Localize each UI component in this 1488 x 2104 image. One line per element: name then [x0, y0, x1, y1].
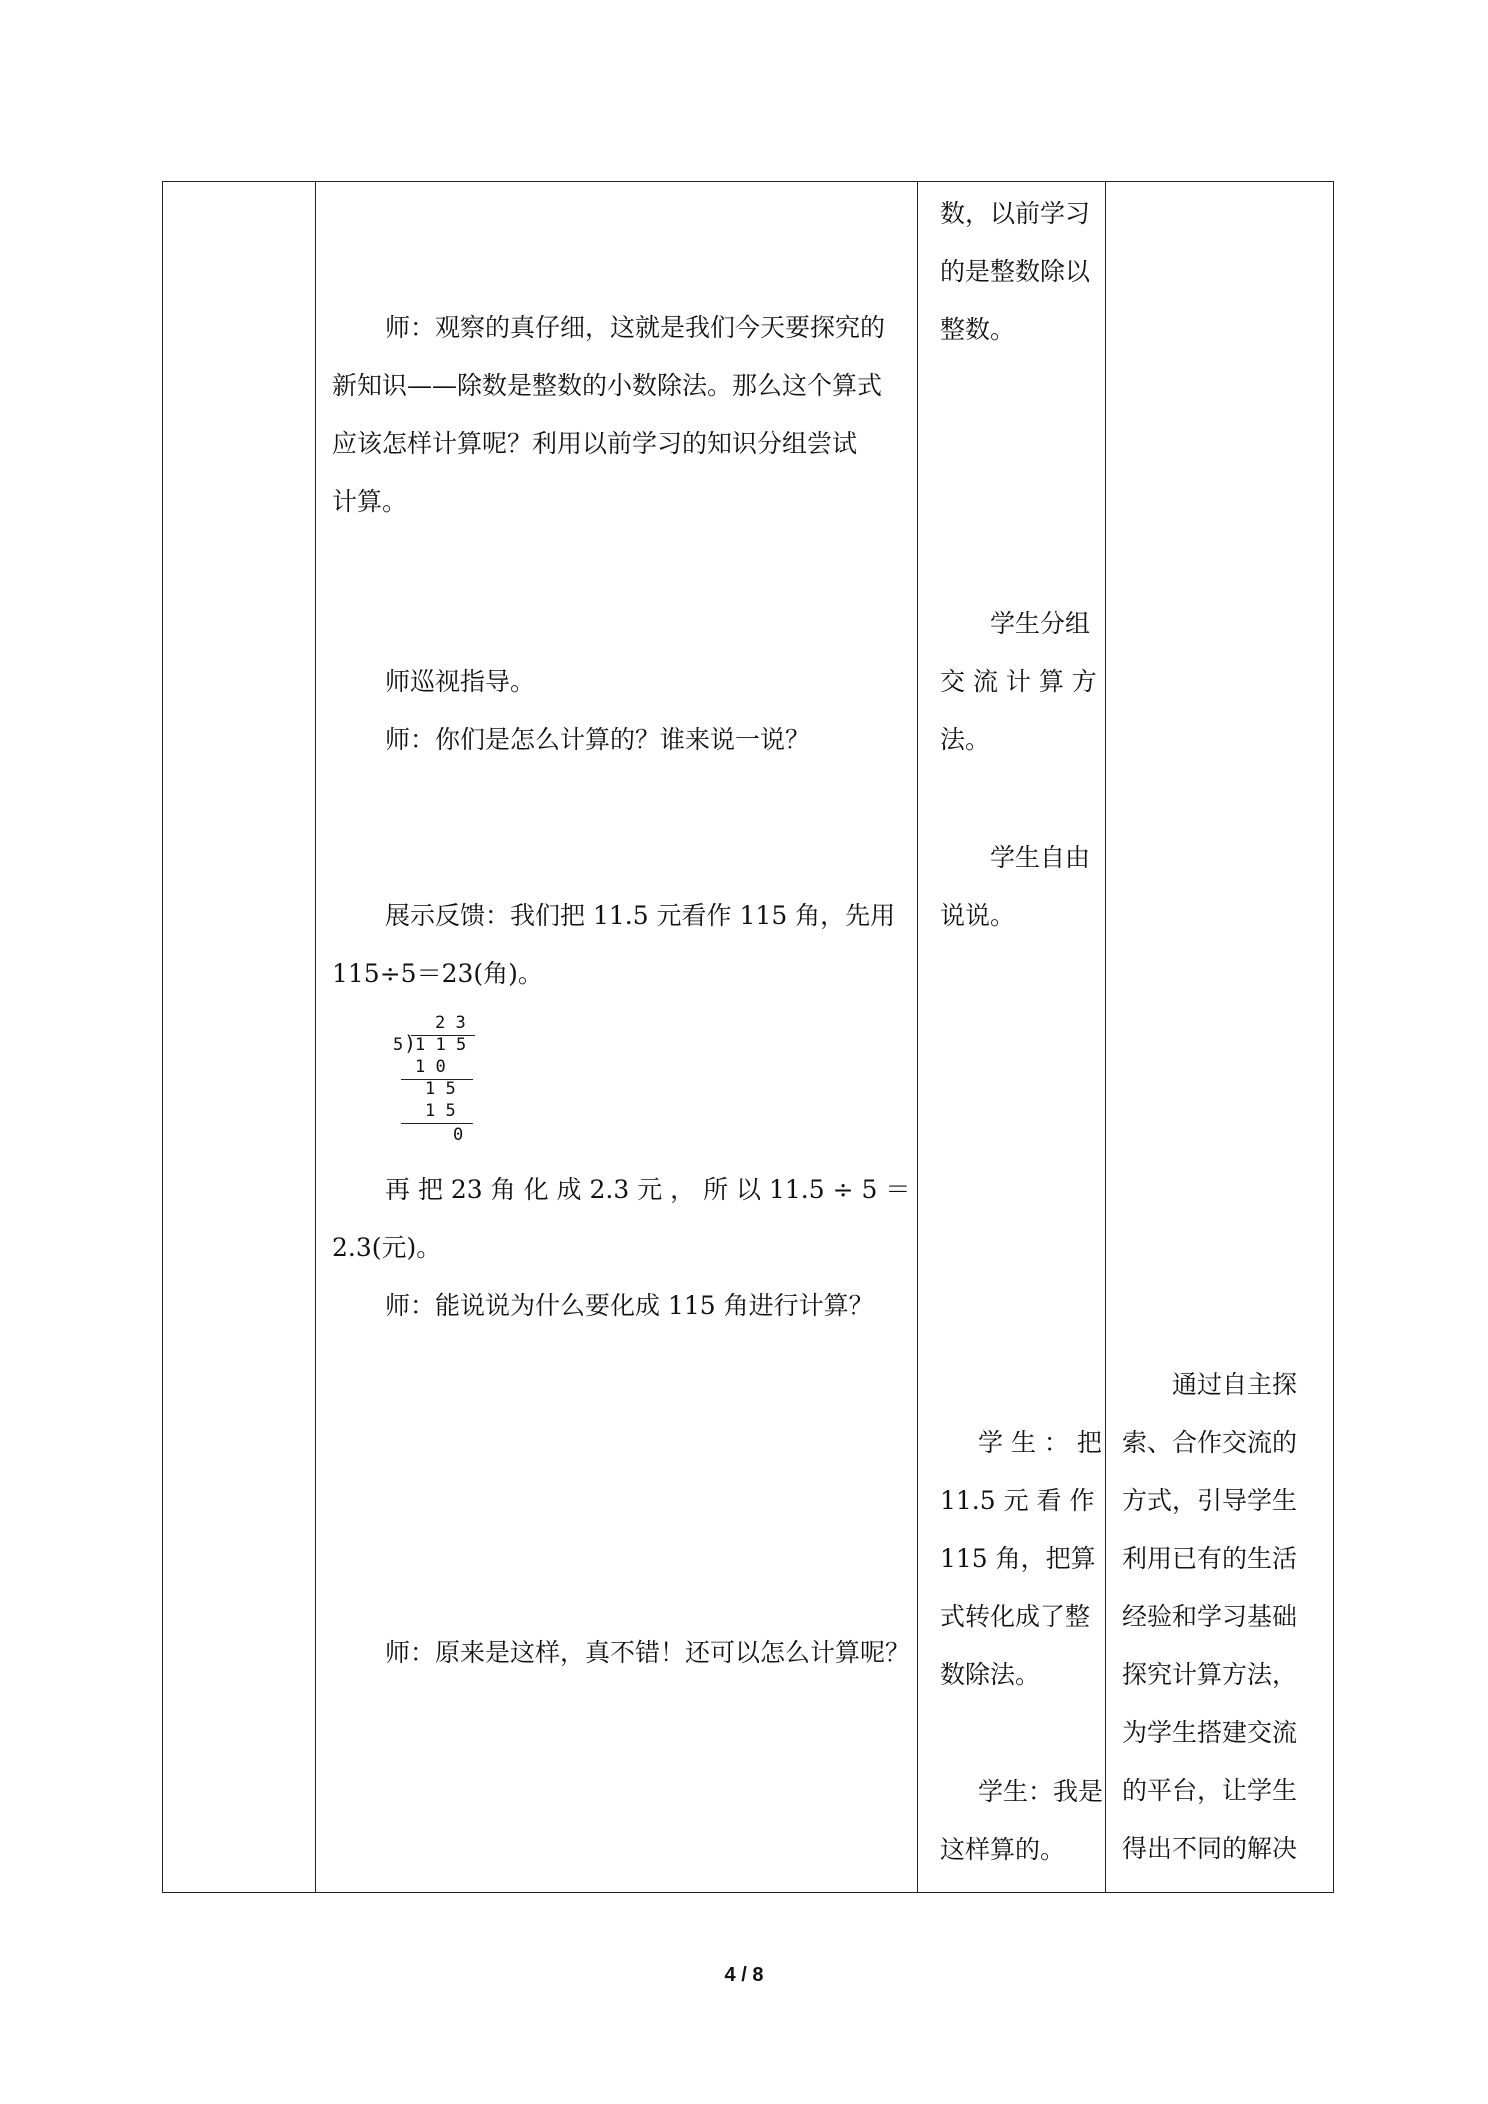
student-line: 学生：我是: [978, 1777, 1104, 1806]
intent-line: 的平台，让学生: [1122, 1776, 1298, 1805]
student-line: 整数。: [940, 315, 1016, 344]
intent-line: 探究计算方法，: [1122, 1660, 1298, 1689]
student-line: 数除法。: [940, 1660, 1041, 1689]
teacher-line: 师：你们是怎么计算的？谁来说一说？: [385, 725, 811, 754]
page-number: 4 / 8: [724, 1964, 764, 1986]
teacher-line: 师：原来是这样，真不错！还可以怎么计算呢？: [385, 1638, 911, 1667]
column-divider: [1105, 182, 1106, 1892]
student-line: 法。: [940, 725, 991, 754]
intent-line: 索、合作交流的: [1122, 1428, 1298, 1457]
intent-line: 经验和学习基础: [1122, 1602, 1298, 1631]
division-quotient: 2 3: [435, 1013, 466, 1033]
teacher-line: 师巡视指导。: [385, 667, 536, 696]
student-line: 的是整数除以: [940, 257, 1091, 286]
student-line: 学生分组: [990, 609, 1091, 638]
intent-line: 得出不同的解决: [1122, 1834, 1298, 1863]
intent-line: 方式，引导学生: [1122, 1486, 1298, 1515]
division-dividend: 1 1 5: [415, 1035, 467, 1055]
division-step: 1 5: [425, 1079, 456, 1099]
teacher-line: 新知识——除数是整数的小数除法。那么这个算式: [332, 371, 883, 400]
division-step: 1 0: [415, 1057, 446, 1077]
teacher-line: 2.3(元)。: [332, 1233, 442, 1262]
student-line: 数，以前学习: [940, 199, 1091, 228]
division-divisor: 5: [393, 1035, 404, 1055]
teacher-line: 师：观察的真仔细，这就是我们今天要探究的: [385, 313, 886, 342]
intent-line: 利用已有的生活: [1122, 1544, 1298, 1573]
division-line: [401, 1123, 473, 1124]
division-bracket-icon: ): [404, 1031, 417, 1055]
division-remainder: 0: [453, 1125, 464, 1145]
intent-line: 为学生搭建交流: [1122, 1718, 1298, 1747]
intent-line: 通过自主探: [1172, 1370, 1298, 1399]
division-step: 1 5: [425, 1101, 456, 1121]
student-line: 式转化成了整: [940, 1602, 1091, 1631]
student-line: 交 流 计 算 方: [940, 667, 1097, 696]
teacher-line: 展示反馈：我们把 11.5 元看作 115 角，先用: [385, 901, 896, 930]
teacher-line: 师：能说说为什么要化成 115 角进行计算？: [385, 1291, 874, 1320]
column-divider: [917, 182, 918, 1892]
teacher-line: 计算。: [332, 487, 408, 516]
student-line: 11.5 元 看 作: [940, 1486, 1095, 1515]
teacher-line: 应该怎样计算呢？利用以前学习的知识分组尝试: [332, 429, 858, 458]
long-division: [393, 1013, 493, 1163]
teacher-line: 再 把 23 角 化 成 2.3 元 ， 所 以 11.5 ÷ 5 ＝: [385, 1175, 911, 1204]
student-line: 说说。: [940, 901, 1016, 930]
column-divider: [315, 182, 316, 1892]
student-line: 115 角，把算: [940, 1544, 1096, 1573]
student-line: 学 生 ： 把: [978, 1428, 1102, 1457]
student-line: 这样算的。: [940, 1835, 1066, 1864]
student-line: 学生自由: [990, 843, 1091, 872]
teacher-line: 115÷5＝23(角)。: [332, 959, 543, 988]
